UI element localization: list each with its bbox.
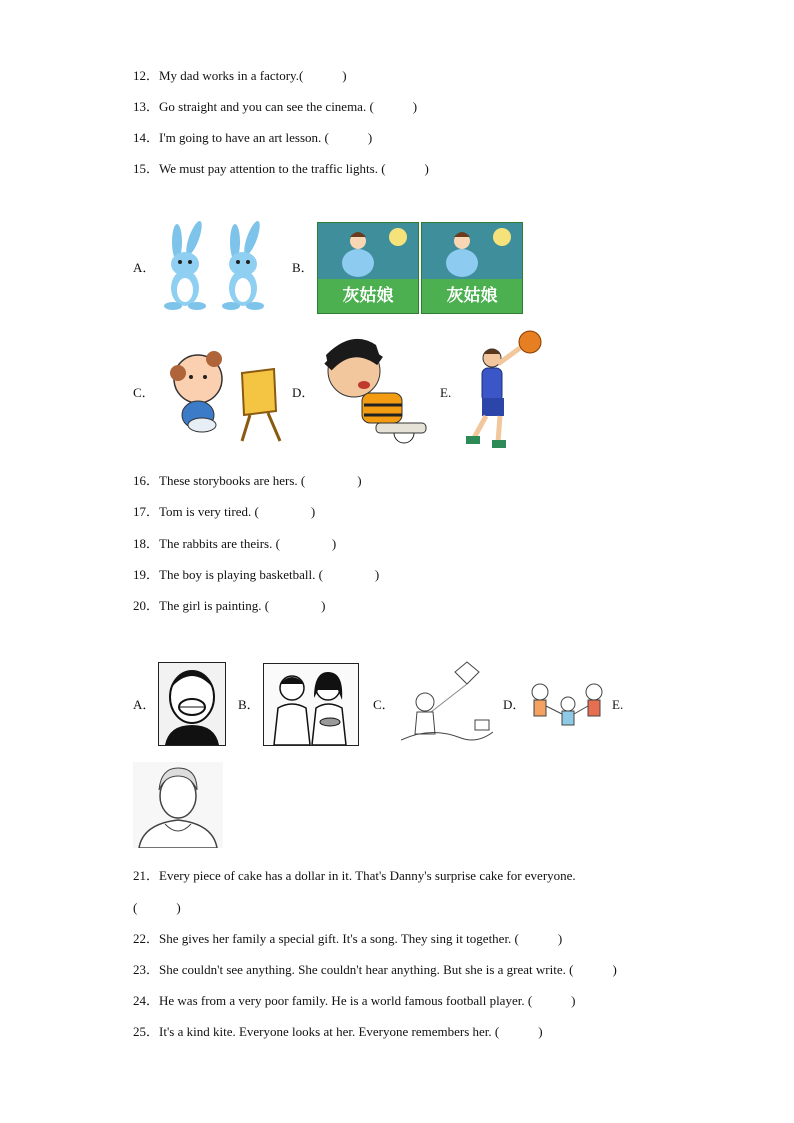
couple-image (263, 663, 359, 746)
question-25: 25．It's a kind kite. Everyone looks at her. Everyone remembers her. ( ) (133, 1024, 543, 1039)
storybook-cover-2 (421, 222, 523, 314)
option-e-label: E. (612, 697, 624, 712)
old-woman-image (133, 762, 223, 848)
option-b-label: B． (238, 697, 260, 712)
rabbit-icon (164, 220, 206, 310)
question-19: 19．The boy is playing basketball. ( ) (133, 567, 380, 582)
rabbits-image (157, 220, 277, 312)
storybook-cover-1 (317, 222, 419, 314)
book-title: 灰姑娘 (446, 286, 498, 306)
question-15: 15．We must pay attention to the traffic lights. ( ) (133, 161, 429, 176)
question-23: 23．She couldn't see anything. She couldn't hear anything. But she is a great write. ( ) (133, 962, 617, 977)
option-d-label: D． (292, 385, 315, 400)
happy-kids-image (524, 678, 608, 736)
option-a-label: A． (133, 697, 156, 712)
option-b-label: B． (292, 260, 314, 275)
girl-painting-image (158, 343, 284, 443)
question-20: 20．The girl is painting. ( ) (133, 598, 326, 613)
question-24: 24．He was from a very poor family. He is a world famous football player. ( ) (133, 993, 576, 1008)
option-c-label: C． (373, 697, 395, 712)
question-21-blank: ( ) (133, 900, 181, 915)
option-a-label: A． (133, 260, 156, 275)
question-21: 21．Every piece of cake has a dollar in it. That's Danny's surprise cake for everyone. (133, 868, 576, 883)
question-22: 22．She gives her family a special gift. It's a song. They sing it together. ( ) (133, 931, 563, 946)
question-12: 12．My dad works in a factory.( ) (133, 68, 347, 83)
basketball-boy-image (458, 330, 544, 454)
option-c-label: C． (133, 385, 155, 400)
option-e-label: E. (440, 385, 452, 400)
laughing-man-image (158, 662, 226, 746)
question-16: 16．These storybooks are hers. ( ) (133, 473, 362, 488)
option-d-label: D． (503, 697, 526, 712)
question-17: 17．Tom is very tired. ( ) (133, 504, 316, 519)
kite-girl-image (401, 660, 493, 746)
question-13: 13．Go straight and you can see the cinema. ( ) (133, 99, 418, 114)
book-title: 灰姑娘 (342, 286, 394, 306)
tired-boy-image (316, 335, 434, 447)
question-14: 14．I'm going to have an art lesson. ( ) (133, 130, 373, 145)
question-18: 18．The rabbits are theirs. ( ) (133, 536, 337, 551)
